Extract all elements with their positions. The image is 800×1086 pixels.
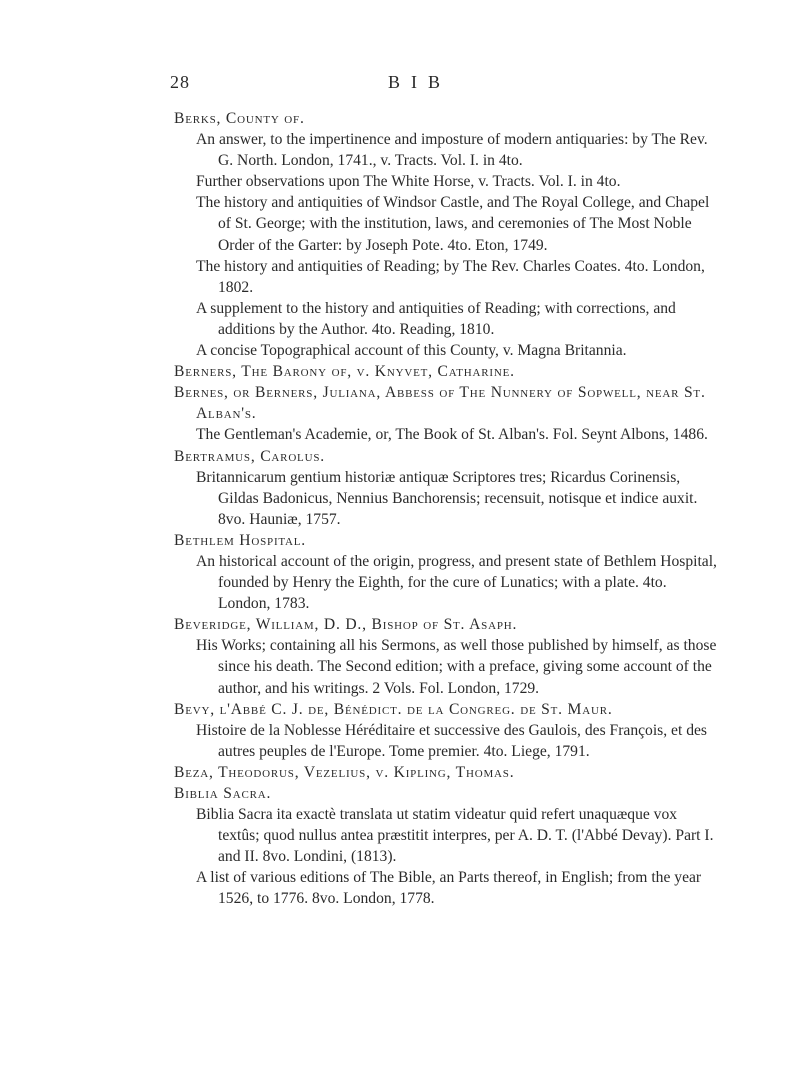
entry-heading: Bethlem Hospital. — [174, 531, 307, 549]
page-number: 28 — [170, 72, 190, 92]
catalogue-entry — [174, 530, 722, 614]
entry-heading: Berks, County of. — [174, 110, 305, 127]
catalogue-entry — [174, 783, 722, 910]
entry-heading: Berners, The Barony of, v. Knyvet, Catharine. — [174, 363, 515, 381]
entry-heading: Beveridge, William, D. D., Bishop of St. Asaph. — [174, 616, 518, 634]
catalogue-entry — [174, 361, 722, 382]
catalogue-entry — [174, 699, 722, 762]
page-header — [0, 72, 800, 96]
catalogue-entry — [174, 614, 722, 698]
work-item: Histoire de la Noblesse Héréditaire et successive des Gaulois, des François, et des autres peuples de l'Europe. Tome premier. 4to. Liege, 1791. — [196, 721, 707, 760]
entry-heading: Biblia Sacra. — [174, 785, 272, 802]
work-item: A list of various editions of The Bible, an Parts thereof, in English; from the year 1526, to 1776. 8vo. London, 1778. — [196, 869, 702, 908]
catalogue-entry — [174, 762, 722, 783]
work-item: His Works; containing all his Sermons, as well those published by himself, as those since his death. The Second edition; with a preface, giving some account of the author, and his writings. 2 Vols. Fol. London, 1729. — [196, 637, 717, 697]
catalogue-entry — [174, 108, 722, 361]
entry-heading: Bernes, or Berners, Juliana, Abbess of The Nunnery of Sopwell, near St. Alban's. — [174, 384, 706, 423]
catalogue-entries — [174, 108, 722, 910]
entry-heading: Bertramus, Carolus. — [174, 447, 325, 465]
work-item: Further observations upon The White Horse, v. Tracts. Vol. I. in 4to. — [196, 173, 621, 191]
work-item: A concise Topographical account of this County, v. Magna Britannia. — [196, 342, 627, 360]
catalogue-entry — [174, 382, 722, 445]
work-item: An historical account of the origin, progress, and present state of Bethlem Hospital, founded by Henry the Eighth, for the cure of Lunatics; with a plate. 4to. London, 1783. — [196, 552, 717, 613]
work-item: A supplement to the history and antiquities of Reading; with corrections, and additions by the Author. 4to. Reading, 1810. — [196, 299, 676, 338]
work-item: The history and antiquities of Windsor Castle, and The Royal College, and Chapel of St. George; with the institution, laws, and ceremonies of The Most Noble Order of the Garter: by Joseph Pote. 4to. Eton, 1749. — [196, 194, 710, 254]
work-item: Biblia Sacra ita exactè translata ut statim videatur quid refert unaquæque vox textûs; quod nullus antea præstitit interpres, per A. D. T. (l'Abbé Devay). Part I. and II. 8vo. Londini, (1813). — [196, 806, 714, 866]
catalogue-entry — [174, 446, 722, 530]
running-head: BIB — [388, 72, 452, 92]
work-item: Britannicarum gentium historiæ antiquæ Scriptores tres; Ricardus Corinensis, Gildas Badonicus, Nennius Banchorensis; recensuit, notisque et indice auxit. 8vo. Hauniæ, 1757. — [196, 468, 698, 528]
work-item: The history and antiquities of Reading; by The Rev. Charles Coates. 4to. London, 1802. — [196, 257, 705, 296]
entry-heading: Bevy, l'Abbé C. J. de, Bénédict. de la Congreg. de St. Maur. — [174, 700, 613, 718]
work-item: The Gentleman's Academie, or, The Book of St. Alban's. Fol. Seynt Albons, 1486. — [196, 426, 708, 444]
work-item: An answer, to the impertinence and imposture of modern antiquaries: by The Rev. G. North. London, 1741., v. Tracts. Vol. I. in 4to. — [196, 131, 708, 170]
entry-heading: Beza, Theodorus, Vezelius, v. Kipling, Thomas. — [174, 763, 515, 781]
